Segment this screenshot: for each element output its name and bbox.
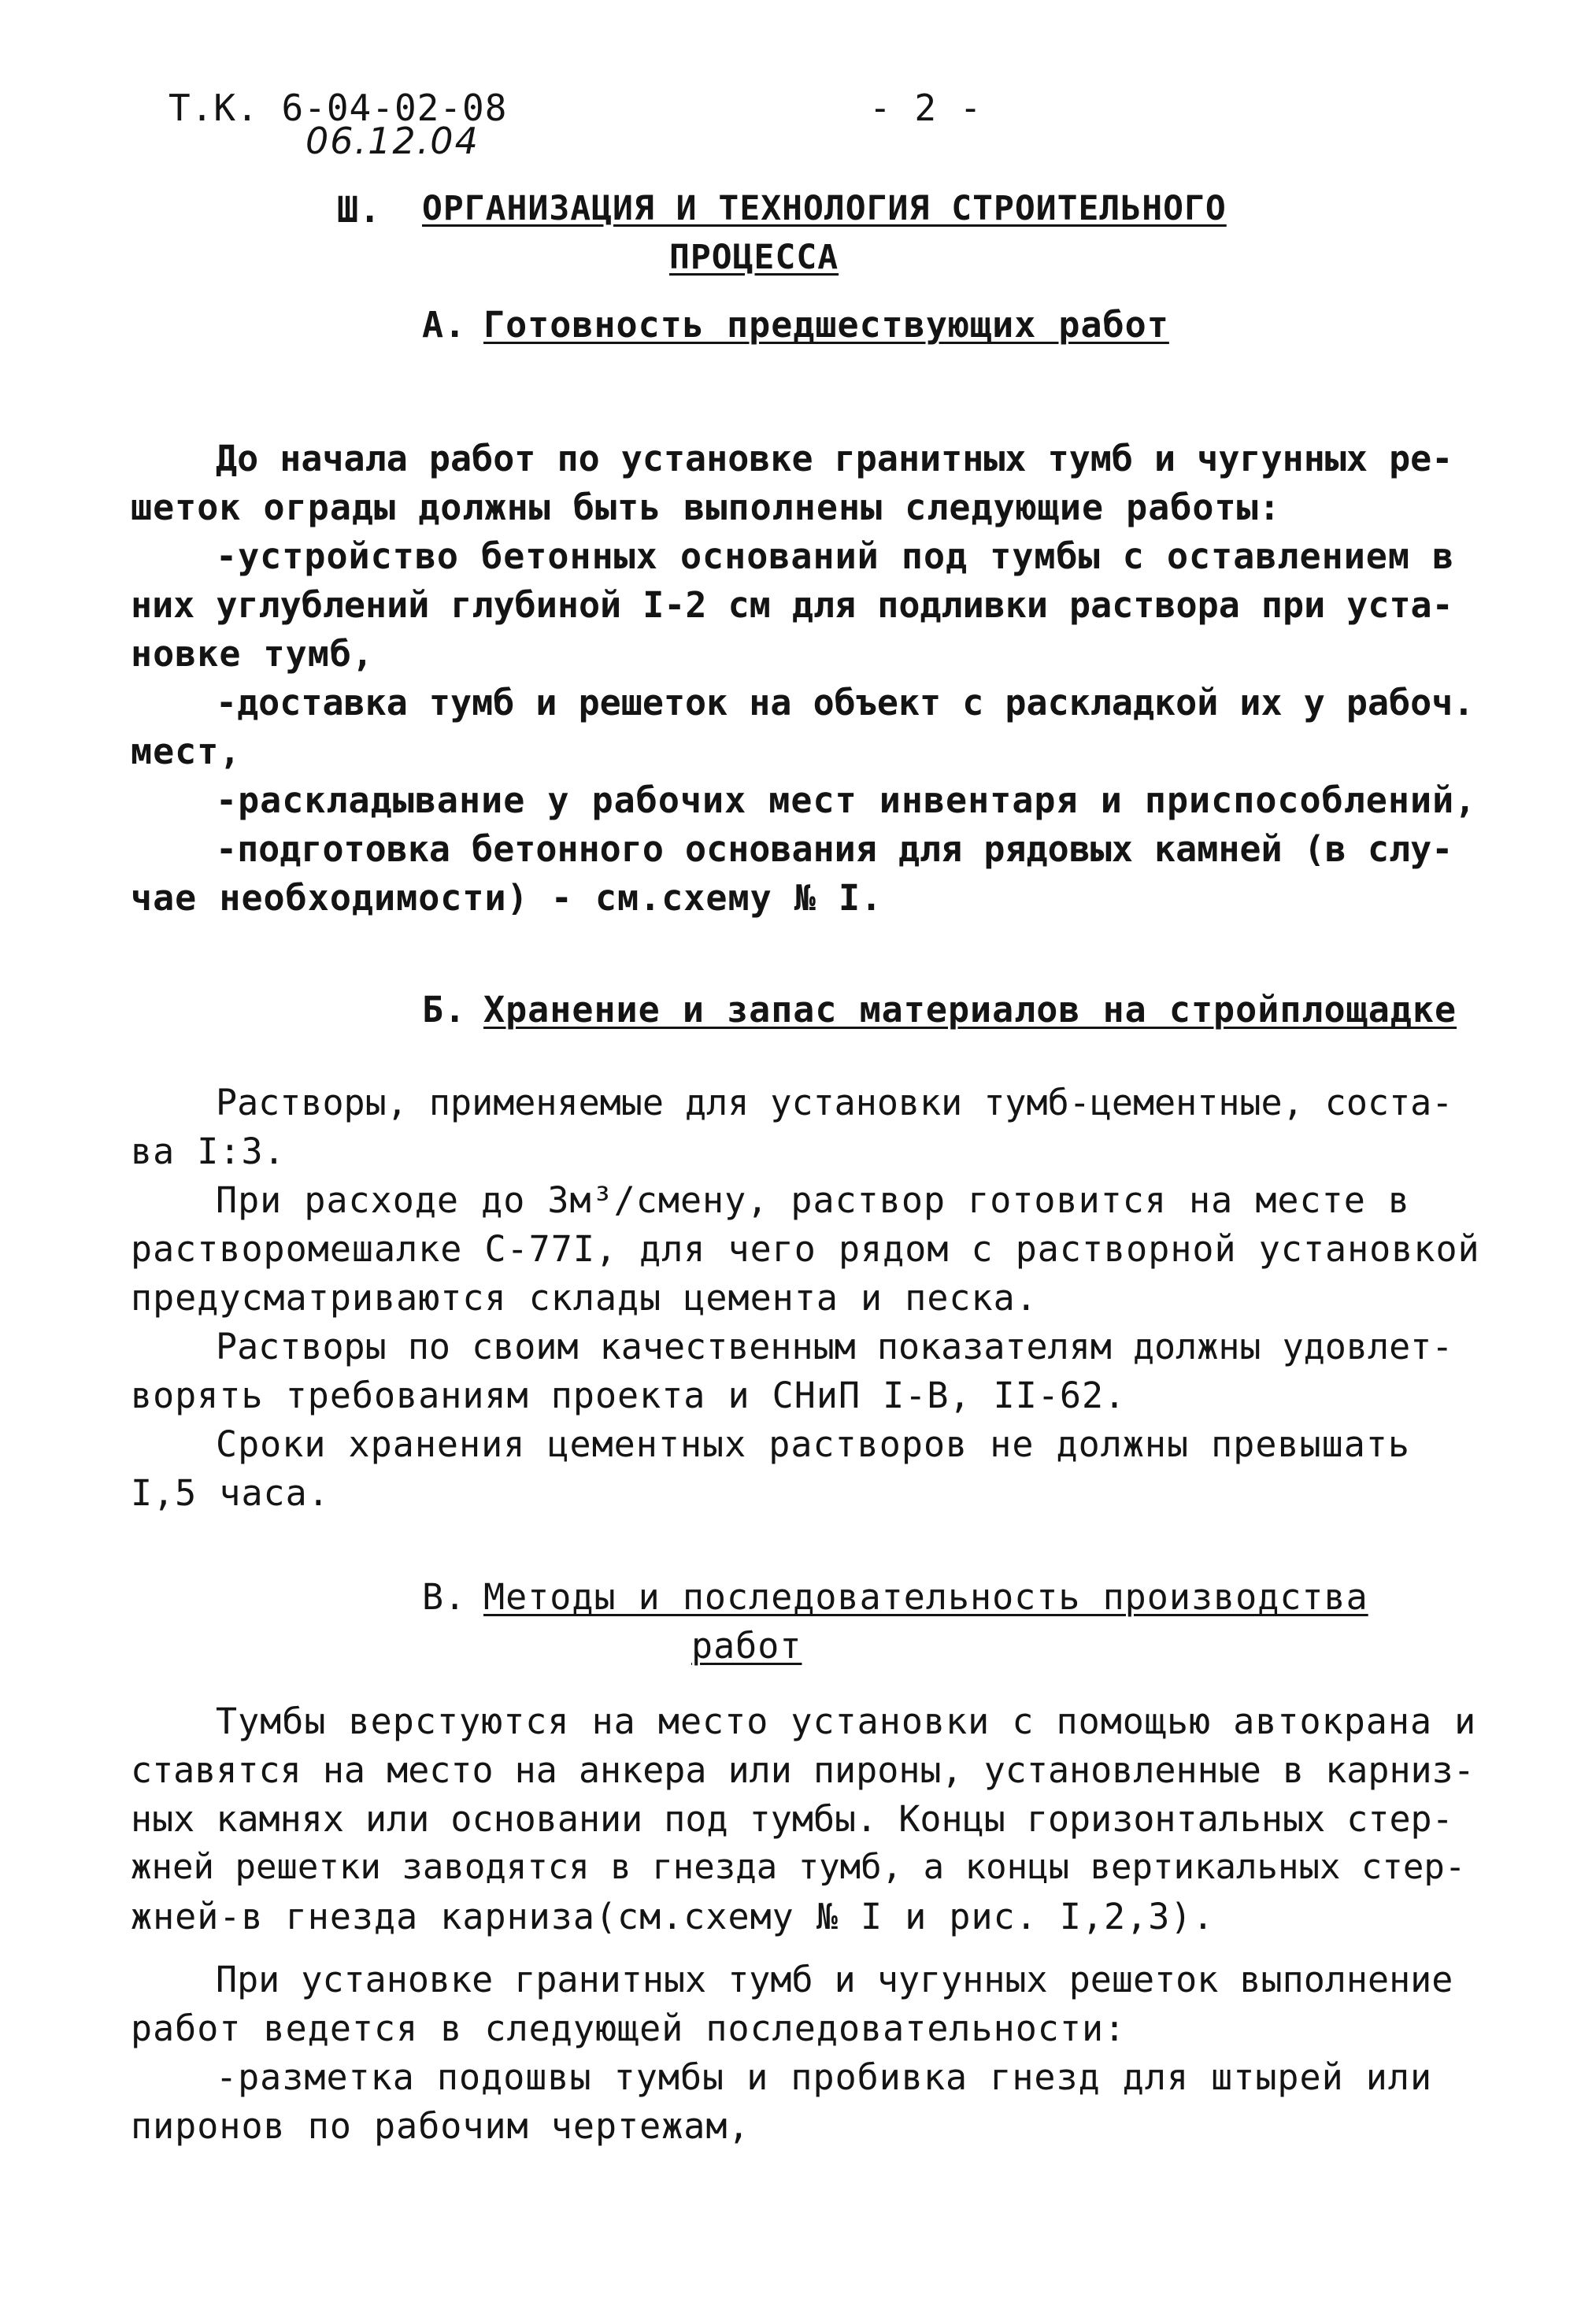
- text-line: жней решетки заводятся в гнезда тумб, а концы вертикальных стер-: [131, 1847, 1466, 1887]
- text-line: растворомешалке С-77I, для чего рядом с растворной установкой: [131, 1228, 1480, 1270]
- text-line: новке тумб,: [131, 633, 375, 675]
- text-line: ставятся на место на анкера или пироны, установленные в карниз-: [131, 1749, 1475, 1791]
- subsection-c-letter: В.: [422, 1576, 467, 1618]
- text-line: чае необходимости) - см.схему № I.: [131, 877, 883, 919]
- text-line: предусматриваются склады цемента и песка.: [131, 1277, 1038, 1319]
- subsection-c-title-line2: работ: [691, 1625, 802, 1667]
- section-number: Ш.: [337, 189, 382, 231]
- section-title-line2: ПРОЦЕССА: [669, 238, 839, 277]
- text-line: -подготовка бетонного основания для рядовых камней (в слу-: [216, 828, 1453, 870]
- text-line: ных камнях или основании под тумбы. Концы горизонтальных стер-: [131, 1798, 1453, 1840]
- page-number: - 2 -: [869, 87, 983, 129]
- text-line: мест,: [131, 731, 242, 772]
- text-line: работ ведется в следующей последовательности:: [131, 2008, 1127, 2049]
- text-line: Растворы по своим качественным показателям должны удовлет-: [216, 1326, 1453, 1367]
- handwritten-date: 06.12.04: [305, 120, 479, 162]
- text-line: Сроки хранения цементных растворов не должны превышать: [216, 1423, 1410, 1465]
- doc-code: Т.К. 6-04-02-08: [168, 87, 508, 129]
- text-line: -устройство бетонных оснований под тумбы с оставлением в: [216, 535, 1455, 577]
- text-line: ва I:3.: [131, 1131, 286, 1172]
- text-line: них углублений глубиной I-2 см для подливки раствора при уста-: [131, 584, 1453, 626]
- text-line: I,5 часа.: [131, 1472, 330, 1514]
- subsection-c-title-line1: Методы и последовательность производства: [483, 1576, 1368, 1618]
- text-line: жней-в гнезда карниза(см.схему № I и рис. I,2,3).: [131, 1896, 1215, 1937]
- text-line: -разметка подошвы тумбы и пробивка гнезд для штырей или: [216, 2056, 1433, 2098]
- text-line: При расходе до 3м³/смену, раствор готовится на месте в: [216, 1179, 1410, 1221]
- subsection-a-title: Готовность предшествующих работ: [483, 304, 1169, 346]
- subsection-b-letter: Б.: [422, 989, 467, 1031]
- text-line: пиронов по рабочим чертежам,: [131, 2105, 750, 2147]
- text-line: Растворы, применяемые для установки тумб-цементные, соста-: [216, 1082, 1453, 1123]
- text-line: -доставка тумб и решеток на объект с раскладкой их у рабоч.: [216, 682, 1475, 723]
- text-line: При установке гранитных тумб и чугунных решеток выполнение: [216, 1959, 1453, 2000]
- subsection-a-letter: А.: [422, 304, 467, 346]
- text-line: ворять требованиям проекта и СНиП I-В, II-62.: [131, 1375, 1127, 1416]
- text-line: -раскладывание у рабочих мест инвентаря и приспособлений,: [216, 779, 1477, 821]
- text-line: шеток ограды должны быть выполнены следующие работы:: [131, 487, 1281, 528]
- text-line: До начала работ по установке гранитных тумб и чугунных ре-: [216, 438, 1453, 479]
- subsection-b-title: Хранение и запас материалов на стройплощадке: [483, 989, 1457, 1031]
- text-line: Тумбы верстуются на место установки с помощью автокрана и: [216, 1700, 1477, 1742]
- section-title-line1: ОРГАНИЗАЦИЯ И ТЕХНОЛОГИЯ СТРОИТЕЛЬНОГО: [422, 189, 1227, 228]
